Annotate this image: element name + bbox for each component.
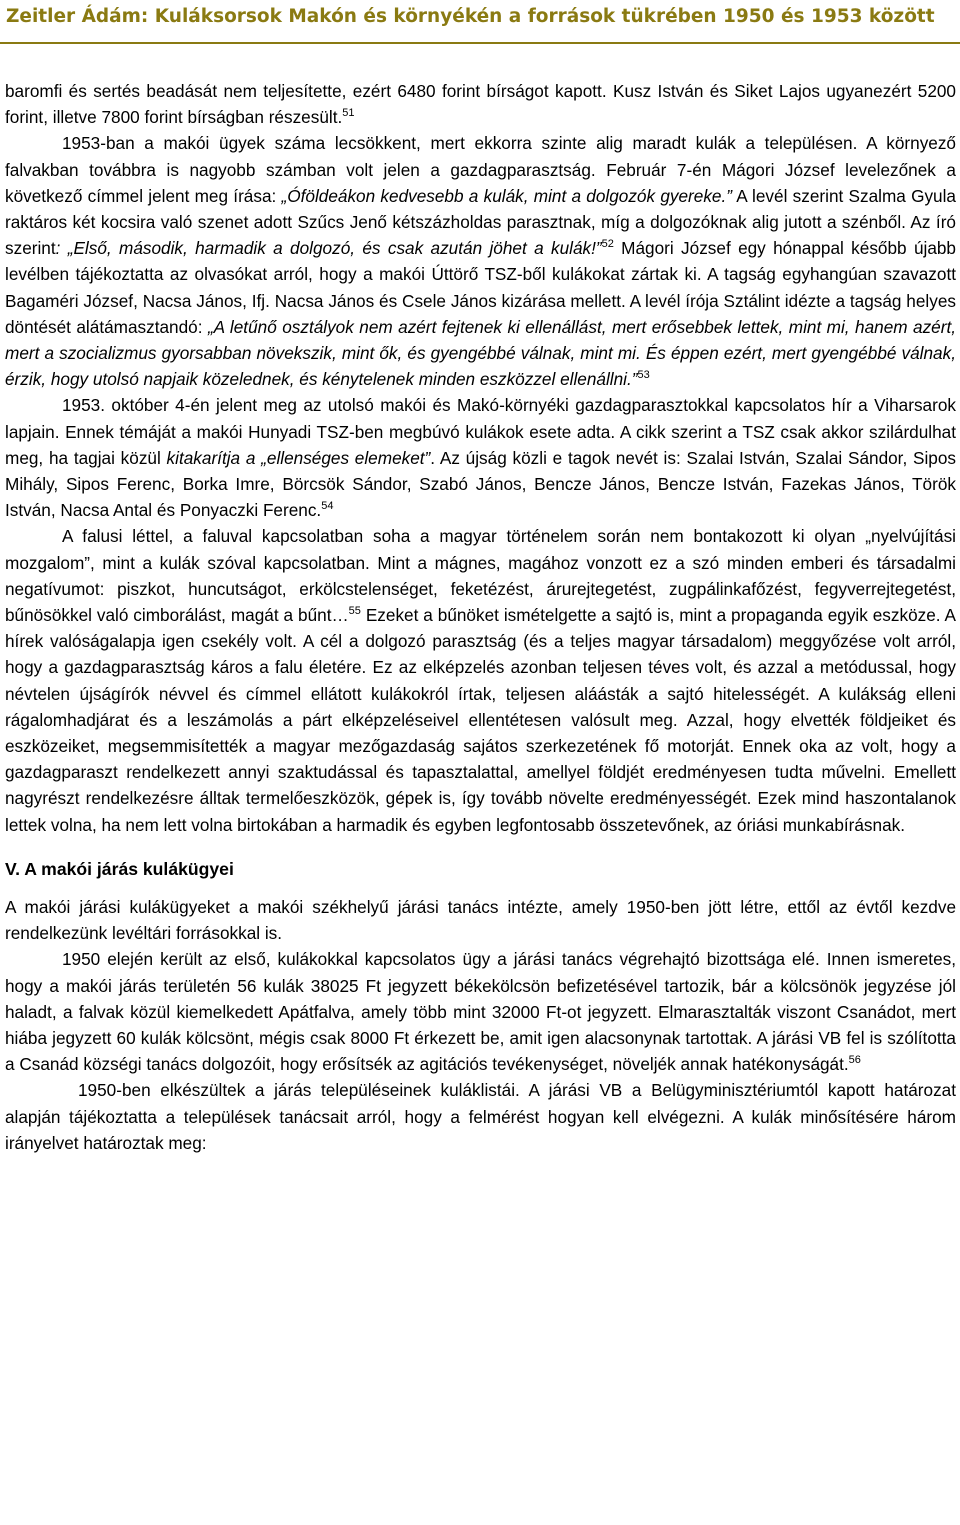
running-header-title: Zeitler Ádám: Kuláksorsok Makón és környékén a források tükrében 1950 és 1953 között [6, 6, 935, 27]
document-body [0, 44, 960, 1156]
section-heading: V. A makói járás kulákügyei [5, 858, 234, 879]
paragraph: 1950 elején került az első, kulákokkal kapcsolatos ügy a járási tanács végrehajtó bizottsága elé. Innen ismeretes, hogy a makói járás területén 56 kulák 38025 Ft jegyzett békekölcsön befizetésével tartozik, bár a kölcsönök jegyzése jól haladt, a falvak közül kiemelkedett Apátfalva, amely több mint 32000 Ft-ot jegyzett. Elmarasztalták viszont Csanádot, mert hiába jegyzett 60 kulák kölcsönt, mégis csak 8000 Ft érkezett be, amit igen alacsonynak tartottak. A járási VB fel is szólította a Csanád községi tanács dolgozóit, hogy erősítsék az agitációs tevékenységet, növeljék annak hatékonyságát.$^{56}$ [5, 949, 956, 1075]
paragraph: baromfi és sertés beadását nem teljesítette, ezért 6480 forint bírságot kapott. Kusz István és Siket Lajos ugyanezért 5200 forint, illetve 7800 forint bírságban részesült.$^{51}$ [5, 81, 956, 128]
footnote-ref[interactable]: 51 [342, 107, 355, 120]
footnote-ref[interactable]: 54 [321, 500, 334, 513]
quote: kitakarítja a „ellenséges elemeket” [166, 447, 431, 468]
footnote-ref[interactable]: 55 [348, 605, 361, 618]
paragraph: 1950-ben elkészültek a járás településeinek kuláklistái. A járási VB a Belügyminisztériumtól kapott határozat alapján tájékoztatta a települések tanácsait arról, hogy a felmérést hogyan kell elvégezni. A kulák minősítésére három irányelvet határoztak meg: [5, 1080, 956, 1153]
paragraph: A falusi léttel, a faluval kapcsolatban soha a magyar történelem során nem bontakozott ki olyan „nyelvújítási mozgalom”, mint a kulák szóval kapcsolatban. Mint a mágnes, magához vonzott ez a szó minden emberi és társadalmi negatívumot: piszkot, huncutságot, erkölcstelenséget, feketézést, árurejtegetést, zugpálinkafőzést, fegyverrejtegetést, bűnösökkel való cimborálást, magát a bűnt…$^{55}$ Ezeket a bűnöket ismételgette a sajtó is, mint a propaganda egyik eszköze. A hírek valóságalapja igen csekély volt. A cél a dolgozó parasztság (és a teljes magyar társadalom) meggyőzése volt arról, hogy a gazdagparasztság káros a falu életére. Ez az elképzelés azonban teljesen téves volt, és azzal a metódussal, hogy névtelen újságírók névvel és címmel ellátott kulákokról írtak, teljesen aláásták a sajtó hitelességét. A kulákság elleni rágalomhadjárat és a leszámolás a párt elképzeléseivel ellentétesen valósult meg. Azzal, hogy elvették földjeiket és eszközeiket, megsemmisítették a magyar mezőgazdaság sajátos szerkezetének fő motorját. Ennek oka az volt, hogy a gazdagparaszt rendelkezett annyi szaktudással és tapasztalattal, amellyel földjét eredményesen tudta művelni. Emellett nagyrészt rendelkezésre álltak termelőeszközök, gépek is, így tovább növelte eredményességét. Ezek mind haszontalanok lettek volna, ha nem lett volna birtokában a harmadik és egyben legfontosabb összetevőnek, az óriási munkabírásnak. [5, 526, 957, 835]
paragraph: 1953. október 4-én jelent meg az utolsó makói és Makó-környéki gazdagparasztokkal kapcsolatos hír a Viharsarok lapjain. Ennek témáját a makói Hunyadi TSZ-ben megbúvó kulákok esete adta. A cikk szerint a TSZ csak akkor szilárdulhat meg, ha tagjai közül kitakarítja a „ellenséges elemeket”. Az újság közli e tagok nevét is: Szalai István, Szalai Sándor, Sipos Mihály, Sipos Ferenc, Borka Imre, Börcsök Sándor, Szabó János, Bencze János, Bencze István, Fazekas János, Török István, Nacsa Antal és Ponyaczki Ferenc.$^{54}$ [5, 395, 956, 521]
paragraph: 1953-ban a makói ügyek száma lecsökkent, mert ekkorra szinte alig maradt kulák a településen. A környező falvakban továbbra is nagyobb számban volt jelen a gazdagparasztság. Február 7-én Mágori József levelezőnek a következő címmel jelent meg írása: „Óföldeákon kedvesebb a kulák, mint a dolgozók gyereke.” A levél szerint Szalma Gyula raktáros két kocsira való szenet adott Szűcs Jenő kétszázholdas parasztnak, míg a dolgozóknak alig jutott a szénből. Az író szerint: „Első, második, harmadik a dolgozó, és csak azután jöhet a kulák!”$^{52}$ Mágori József egy hónappal később újabb levélben tájékoztatta az olvasókat arról, hogy a makói Úttörő TSZ-ből kulákokat zártak ki. A tagság egyhangúan szavazott Bagaméri József, Nacsa János, Ifj. Nacsa János és Csele János kizárása mellett. A levél írója Sztálint idézte a tagság helyes döntését alátámasztandó: „A letűnő osztályok nem azért fejtenek ki ellenállást, mert erősebbek lettek, mint mi, hanem azért, mert a szocializmus gyorsabban növekszik, mint ők, és gyengébbé válnak, mint mi. És éppen ezért, mert gyengébbé válnak, érzik, hogy utolsó napjaik közelednek, és kénytelenek minden eszközzel ellenállni.”$^{53}$ [5, 133, 956, 390]
footnote-ref[interactable]: 52 [601, 238, 614, 251]
quote: : „Első, második, harmadik a dolgozó, és csak azután jöhet a kulák!” [55, 238, 602, 259]
quote: „A letűnő osztályok nem azért fejtenek ki ellenállást, mert erősebbek lettek, mint mi, hanem azért, mert a szocializmus gyorsabban növekszik, mint ők, és gyengébbé válnak, mint mi. És éppen ezért, mert gyengébbé válnak, érzik, hogy utolsó napjaik közelednek, és kénytelenek minden eszközzel ellenállni.” [5, 316, 956, 390]
quote: „Óföldeákon kedvesebb a kulák, mint a dolgozók gyereke.” [281, 185, 732, 206]
footnote-ref[interactable]: 53 [637, 369, 650, 382]
running-header [0, 0, 960, 44]
footnote-ref[interactable]: 56 [848, 1054, 861, 1067]
paragraph: A makói járási kulákügyeket a makói székhelyű járási tanács intézte, amely 1950-ben jött létre, ettől az évtől kezdve rendelkezünk levéltári forrásokkal is. [5, 896, 956, 944]
